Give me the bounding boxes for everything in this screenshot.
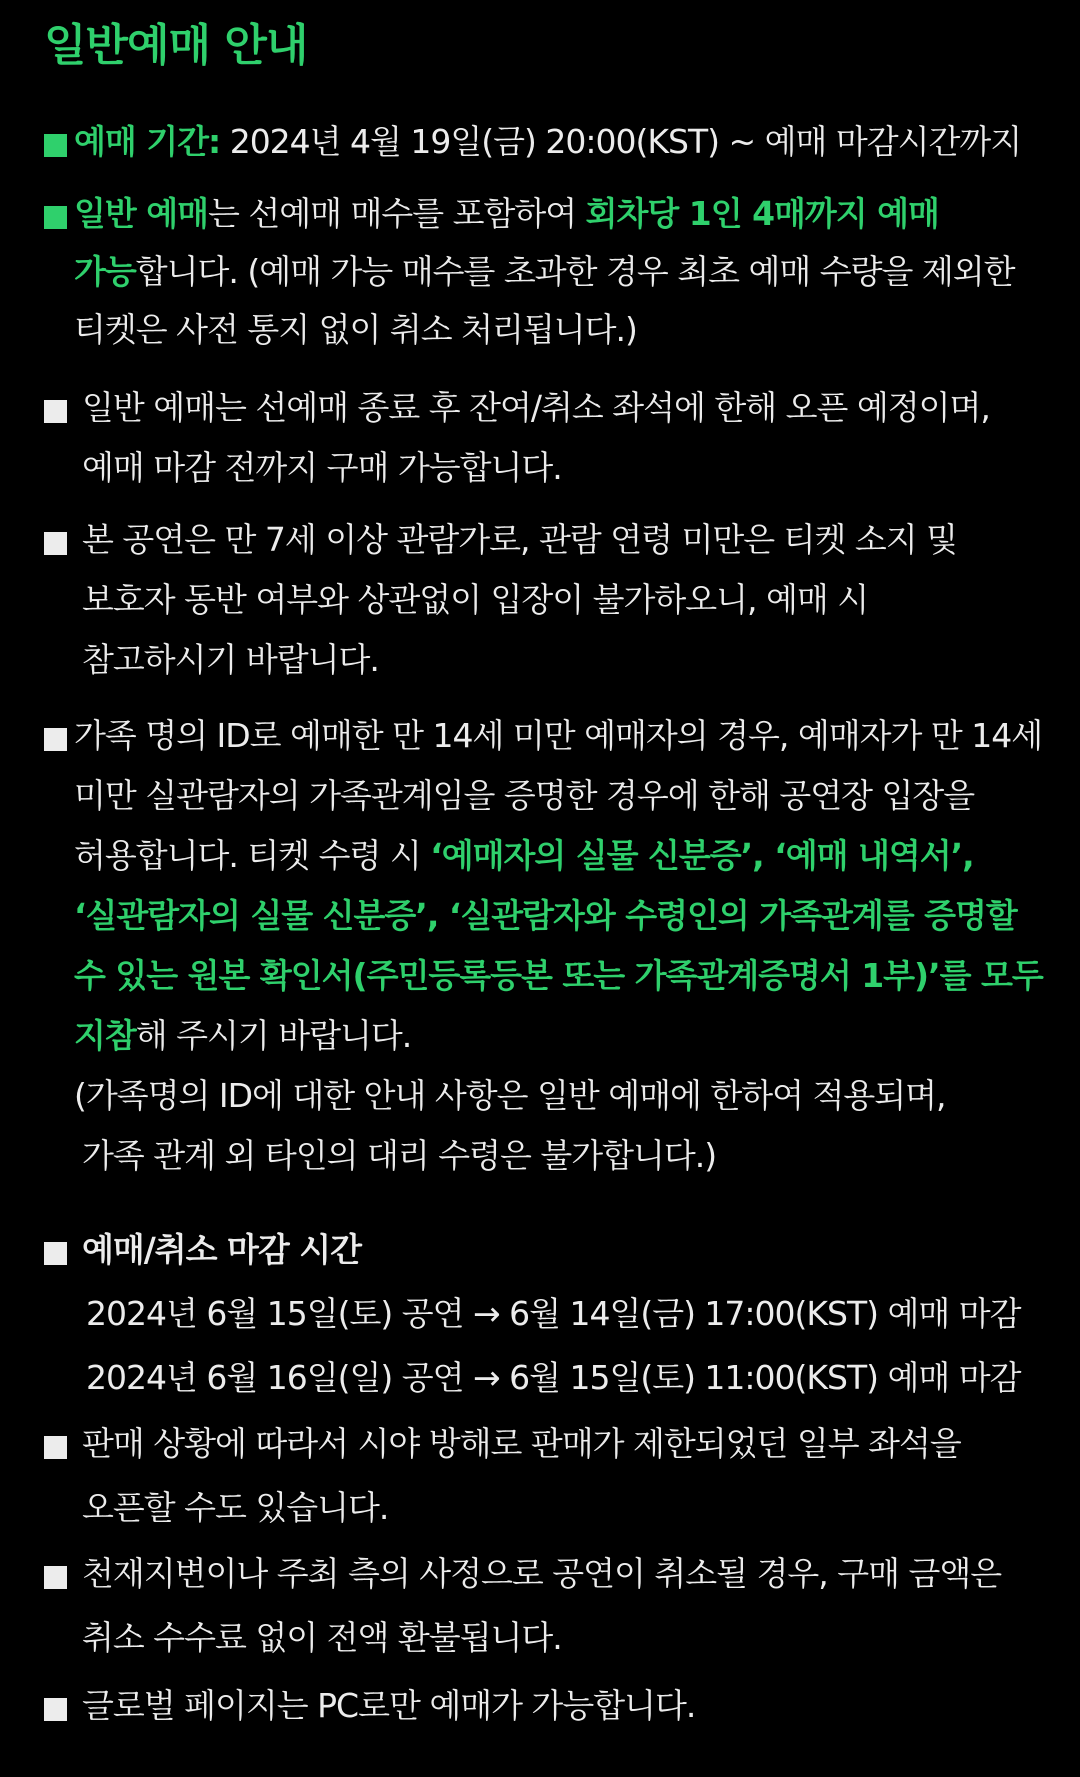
bullet-icon — [44, 1698, 67, 1721]
refund-line-2: 취소 수수료 없이 전액 환불됩니다. — [82, 1618, 562, 1657]
bullet-icon — [44, 728, 67, 751]
general-booking-highlight: 일반 예매 — [74, 194, 209, 233]
family-id-line-2: 미만 실관람자의 가족관계임을 증명한 경우에 한해 공연장 입장을 — [74, 776, 975, 815]
booking-period-label: 예매 기간: — [74, 122, 221, 161]
family-id-line-1: 가족 명의 ID로 예매한 만 14세 미만 예매자의 경우, 예매자가 만 14세 — [74, 716, 1043, 755]
bullet-icon — [44, 1566, 67, 1589]
bring-highlight: 지참 — [74, 1016, 136, 1055]
required-documents-line-1: ‘실관람자의 실물 신분증’, ‘실관람자와 수령인의 가족관계를 증명할 — [74, 896, 1017, 935]
general-booking-line-3: 티켓은 사전 통지 없이 취소 처리됩니다.) — [74, 310, 637, 349]
booking-period-text: 2024년 4월 19일(금) 20:00(KST) ~ 예매 마감시간까지 — [220, 122, 1022, 161]
ticket-limit-highlight: 회차당 1인 4매까지 예매 — [585, 194, 939, 233]
obstructed-seats-line-1: 판매 상황에 따라서 시야 방해로 판매가 제한되었던 일부 좌석을 — [82, 1424, 961, 1463]
deadline-line-1: 2024년 6월 15일(토) 공연 → 6월 14일(금) 17:00(KST) 예매 마감 — [86, 1294, 1021, 1333]
page-title: 일반예매 안내 — [44, 20, 308, 71]
bullet-icon — [44, 532, 67, 555]
bullet-icon — [44, 134, 67, 157]
general-booking-text: 합니다. (예매 가능 매수를 초과한 경우 최초 예매 수량을 제외한 — [135, 252, 1015, 291]
required-documents-highlight: ‘예매자의 실물 신분증’, ‘예매 내역서’, — [430, 836, 974, 875]
open-schedule-line-2: 예매 마감 전까지 구매 가능합니다. — [82, 448, 562, 487]
bullet-icon — [44, 206, 67, 229]
age-limit-line-1: 본 공연은 만 7세 이상 관람가로, 관람 연령 미만은 티켓 소지 및 — [82, 520, 957, 559]
required-documents-line-2: 수 있는 원본 확인서(주민등록등본 또는 가족관계증명서 1부)’를 모두 — [74, 956, 1043, 995]
refund-line-1: 천재지변이나 주최 측의 사정으로 공연이 취소될 경우, 구매 금액은 — [82, 1554, 1002, 1593]
family-id-text: 해 주시기 바랍니다. — [135, 1016, 412, 1055]
bullet-icon — [44, 1242, 67, 1265]
general-booking-line-1 — [74, 192, 939, 236]
family-id-line-3 — [74, 834, 974, 878]
deadline-line-2: 2024년 6월 16일(일) 공연 → 6월 15일(토) 11:00(KST) 예매 마감 — [86, 1358, 1021, 1397]
family-id-note-line-2: 가족 관계 외 타인의 대리 수령은 불가합니다.) — [82, 1136, 717, 1175]
age-limit-line-2: 보호자 동반 여부와 상관없이 입장이 불가하오니, 예매 시 — [82, 580, 869, 619]
booking-period-line — [74, 120, 1021, 164]
obstructed-seats-line-2: 오픈할 수도 있습니다. — [82, 1488, 389, 1527]
deadline-heading: 예매/취소 마감 시간 — [82, 1230, 362, 1269]
open-schedule-line-1: 일반 예매는 선예매 종료 후 잔여/취소 좌석에 한해 오픈 예정이며, — [82, 388, 990, 427]
family-id-line-6 — [74, 1014, 411, 1058]
global-page-line: 글로벌 페이지는 PC로만 예매가 가능합니다. — [82, 1686, 696, 1725]
bullet-icon — [44, 1436, 67, 1459]
ticket-limit-highlight-cont: 가능 — [74, 252, 136, 291]
family-id-text: 허용합니다. 티켓 수령 시 — [74, 836, 431, 875]
general-booking-line-2 — [74, 250, 1015, 294]
age-limit-line-3: 참고하시기 바랍니다. — [82, 640, 379, 679]
bullet-icon — [44, 400, 67, 423]
family-id-note-line-1: (가족명의 ID에 대한 안내 사항은 일반 예매에 한하여 적용되며, — [74, 1076, 946, 1115]
general-booking-text: 는 선예매 매수를 포함하여 — [208, 194, 586, 233]
